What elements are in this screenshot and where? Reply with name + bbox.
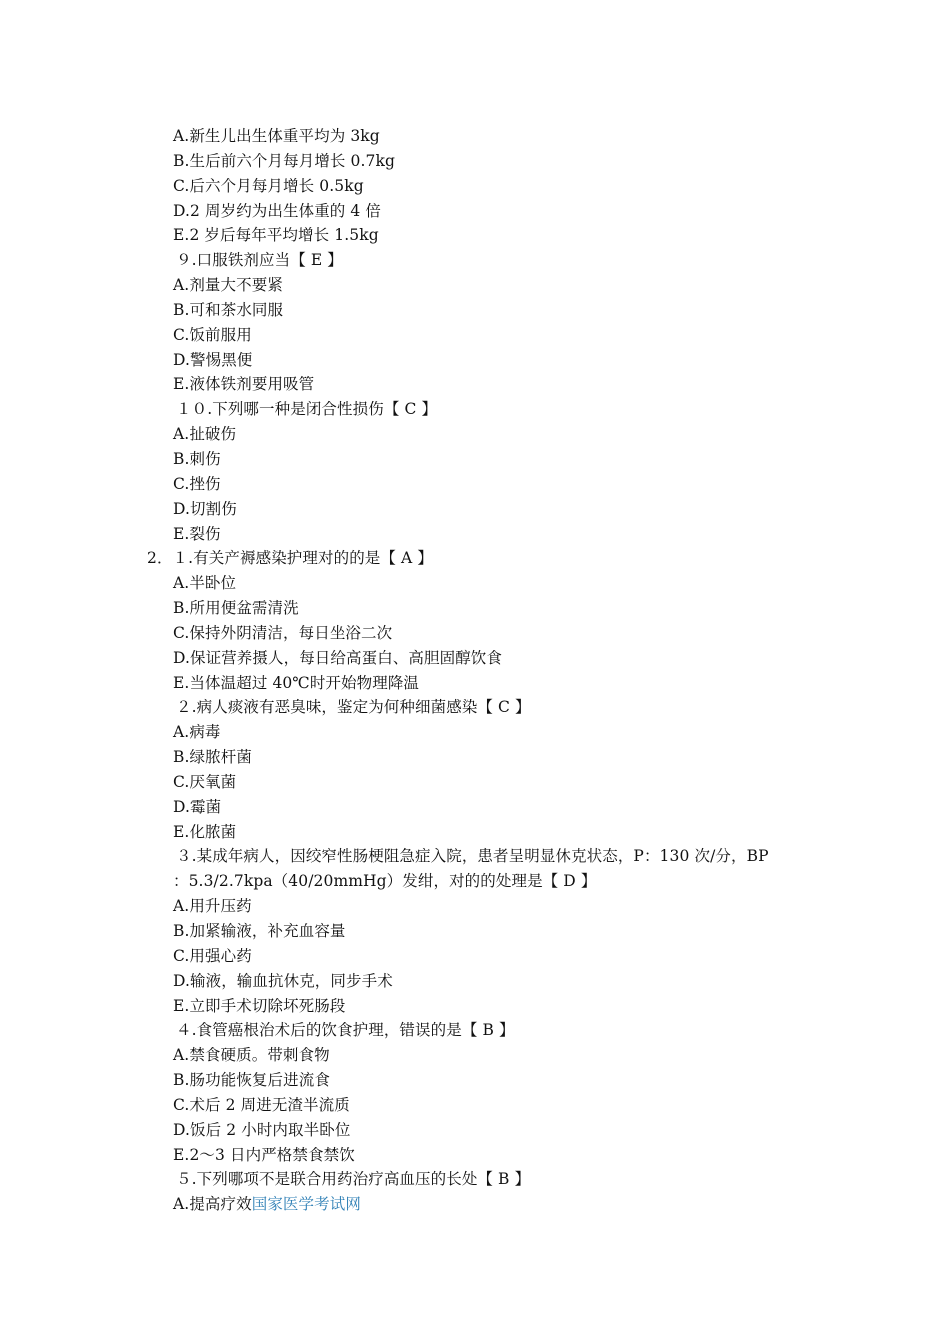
option-line: E.2～3 日内严格禁食禁饮 [173, 1145, 355, 1164]
question-line: ４.食管癌根治术后的饮食护理，错误的是【 B 】 [176, 1021, 515, 1040]
question-line: ２.病人痰液有恶臭味，鉴定为何种细菌感染【 C 】 [176, 698, 531, 717]
option-line-with-link [0, 1192, 950, 1217]
option-line: B.生后前六个月每月增长 0.7kg [173, 151, 396, 170]
question-line-continued: ：5.3/2.7kpa（40/20mmHg）发绀，对的的处理是【 D 】 [173, 872, 597, 891]
option-line: B.所用便盆需清洗 [173, 599, 299, 618]
option-line: B.加紧输液，补充血容量 [173, 922, 346, 940]
option-line: D.切割伤 [173, 499, 237, 518]
option-line: D.2 周岁约为出生体重的 4 倍 [173, 201, 382, 220]
option-line: E.化脓菌 [173, 822, 237, 841]
option-line: C.厌氧菌 [173, 772, 237, 791]
option-line: D.输液，输血抗休克，同步手术 [173, 971, 393, 990]
question-line: ５.下列哪项不是联合用药治疗高血压的长处【 B 】 [176, 1170, 531, 1189]
option-line: D.霉菌 [173, 797, 222, 816]
option-line: E.液体铁剂要用吸管 [173, 375, 315, 394]
option-line: C.术后 2 周进无渣半流质 [173, 1095, 350, 1114]
option-line: C.后六个月每月增长 0.5kg [173, 176, 364, 195]
option-line: B.可和茶水同服 [173, 300, 284, 319]
option-line: D.警惕黑便 [173, 350, 253, 369]
option-line: A.剂量大不要紧 [173, 276, 283, 295]
option-line: E.当体温超过 40℃时开始物理降温 [173, 673, 420, 692]
option-line: A.病毒 [173, 723, 221, 742]
option-text: A.提高疗效 [173, 1195, 252, 1214]
option-line: A.扯破伤 [173, 425, 237, 444]
site-link[interactable]: 国家医学考试网 [251, 1195, 361, 1214]
option-line: C.挫伤 [173, 474, 221, 493]
question-line: ９.口服铁剂应当【 E 】 [176, 251, 343, 270]
option-line: E.2 岁后每年平均增长 1.5kg [173, 226, 379, 245]
option-line: A.新生儿出生体重平均为 3kg [173, 127, 380, 145]
option-line: C.保持外阴清洁，每日坐浴二次 [173, 623, 393, 642]
option-line: C.饭前服用 [173, 325, 252, 344]
question-text [0, 124, 950, 1217]
option-line: E.裂伤 [173, 524, 221, 543]
question-line: １０.下列哪一种是闭合性损伤【 C 】 [176, 400, 438, 419]
option-line: D.保证营养摄人，每日给高蛋白、高胆固醇饮食 [173, 648, 503, 667]
option-line: B.绿脓杆菌 [173, 748, 252, 767]
option-line: A.禁食硬质。带刺食物 [173, 1046, 330, 1065]
option-line: A.用升压药 [173, 897, 252, 916]
option-line: A.半卧位 [173, 574, 237, 593]
option-line: B.肠功能恢复后进流食 [173, 1071, 330, 1090]
option-line: B.刺伤 [173, 449, 221, 468]
question-line: ３.某成年病人，因绞窄性肠梗阻急症入院，患者呈明显休克状态，P：130 次/分，BP [176, 847, 769, 866]
section-question-line: 2．１.有关产褥感染护理对的的是【 A 】 [147, 549, 433, 568]
option-line: E.立即手术切除坏死肠段 [173, 996, 346, 1015]
option-line: C.用强心药 [173, 946, 252, 965]
option-line: D.饭后 2 小时内取半卧位 [173, 1120, 351, 1139]
